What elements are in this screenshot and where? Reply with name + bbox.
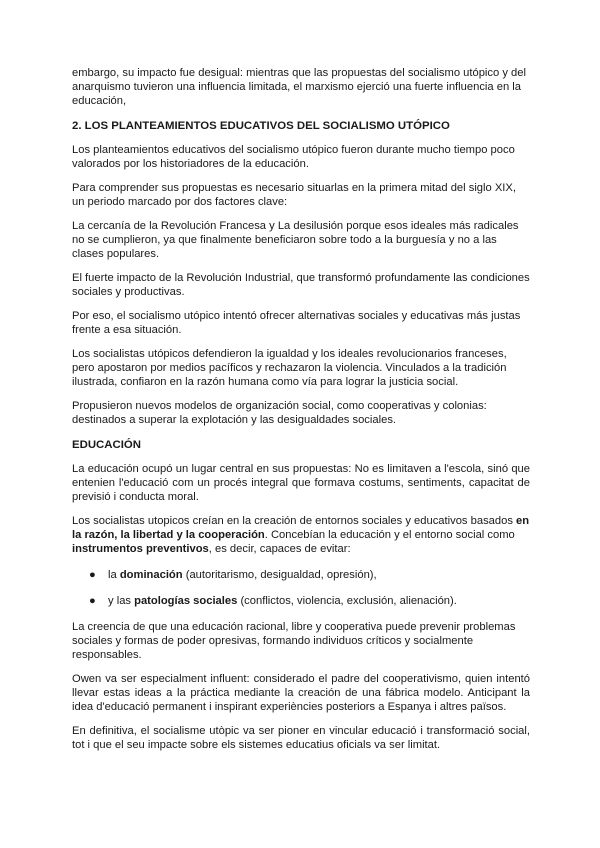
list-item-text-bold: patologías sociales: [134, 595, 238, 607]
paragraph-9-bold-b: en la razón, la libertad y la cooperación: [72, 515, 530, 541]
paragraph-12: En definitiva, el socialisme utòpic va ser pioner en vincular educació i transformació social, tot i que el seu impacte sobre els sistemes educatius oficials va ser limitat.: [72, 725, 530, 751]
document-page: [72, 66, 530, 752]
section-heading-educacion: EDUCACIÓN: [72, 439, 141, 451]
paragraph-7: Propusieron nuevos modelos de organización social, como cooperativas y colonias: destinados a superar la explotación y las desigualdades sociales.: [72, 400, 487, 426]
list-item: [72, 568, 530, 582]
list-item-text-bold: dominación: [119, 569, 183, 581]
list-item-text-pre: la: [108, 569, 120, 581]
paragraph-9: [72, 514, 530, 556]
paragraph-5: Por eso, el socialismo utópico intentó ofrecer alternativas sociales y educativas más justas frente a esa situación.: [72, 310, 521, 336]
list-item-text-post: (conflictos, violencia, exclusión, alienación).: [237, 595, 457, 607]
paragraph-9-text-e: , es decir, capaces de evitar:: [208, 543, 351, 555]
bullet-icon: ●: [89, 595, 96, 607]
paragraph-2: Para comprender sus propuestas es necesario situarlas en la primera mitad del siglo XIX, un periodo marcado por dos factores clave:: [72, 182, 516, 208]
paragraph-9-text-a: Los socialistas utopicos creían en la creación de entornos sociales y educativos basados: [72, 515, 517, 527]
paragraph-9-text-c: . Concebían la educación y el entorno social como: [264, 529, 515, 541]
paragraph-1: Los planteamientos educativos del socialismo utópico fueron durante mucho tiempo poco valorados por los historiadores de la educación.: [72, 144, 515, 170]
paragraph-3: La cercanía de la Revolución Francesa y La desilusión porque esos ideales más radicales no se cumplieron, ya que finalmente beneficiaron sobre todo a la burguesía y no a las clases populares.: [72, 220, 519, 260]
paragraph-8: La educación ocupó un lugar central en sus propuestas: No es limitaven a l'escola, sinó que entenien l'educació com un procés integral que formava costums, sentiments, capacitat de previsió i conducta moral.: [72, 463, 530, 503]
paragraph-10: La creencia de que una educación racional, libre y cooperativa puede prevenir problemas sociales y formas de poder opresivas, formando individuos críticos y socialmente responsables.: [72, 621, 516, 661]
bullet-list: [72, 568, 530, 608]
bullet-icon: ●: [89, 569, 96, 581]
paragraph-9-bold-d: instrumentos preventivos: [72, 543, 209, 555]
intro-paragraph: embargo, su impacto fue desigual: mientras que las propuestas del socialismo utópico y del anarquismo tuvieron una influencia limitada, el marxismo ejerció una fuerte influencia en la educación,: [72, 67, 526, 107]
paragraph-11: Owen va ser especialment influent: considerado el padre del cooperativismo, quien intentó llevar estas ideas a la práctica mediante la creación de una fábrica modelo. Anticipant la idea d'educació permanent i inspirant experiències posteriors a Espanya i altres països.: [72, 673, 530, 713]
section-heading-2: 2. LOS PLANTEAMIENTOS EDUCATIVOS DEL SOCIALISMO UTÓPICO: [72, 120, 450, 132]
paragraph-4: El fuerte impacto de la Revolución Industrial, que transformó profundamente las condiciones sociales y productivas.: [72, 272, 530, 298]
list-item-text-pre: y las: [108, 595, 135, 607]
list-item-text-post: (autoritarismo, desigualdad, opresión),: [182, 569, 377, 581]
list-item: [72, 594, 530, 608]
paragraph-6: Los socialistas utópicos defendieron la igualdad y los ideales revolucionarios franceses, pero apostaron por medios pacíficos y rechazaron la violencia. Vinculados a la tradición ilustrada, confiaron en la razón humana como vía para lograr la justicia social.: [72, 348, 507, 388]
